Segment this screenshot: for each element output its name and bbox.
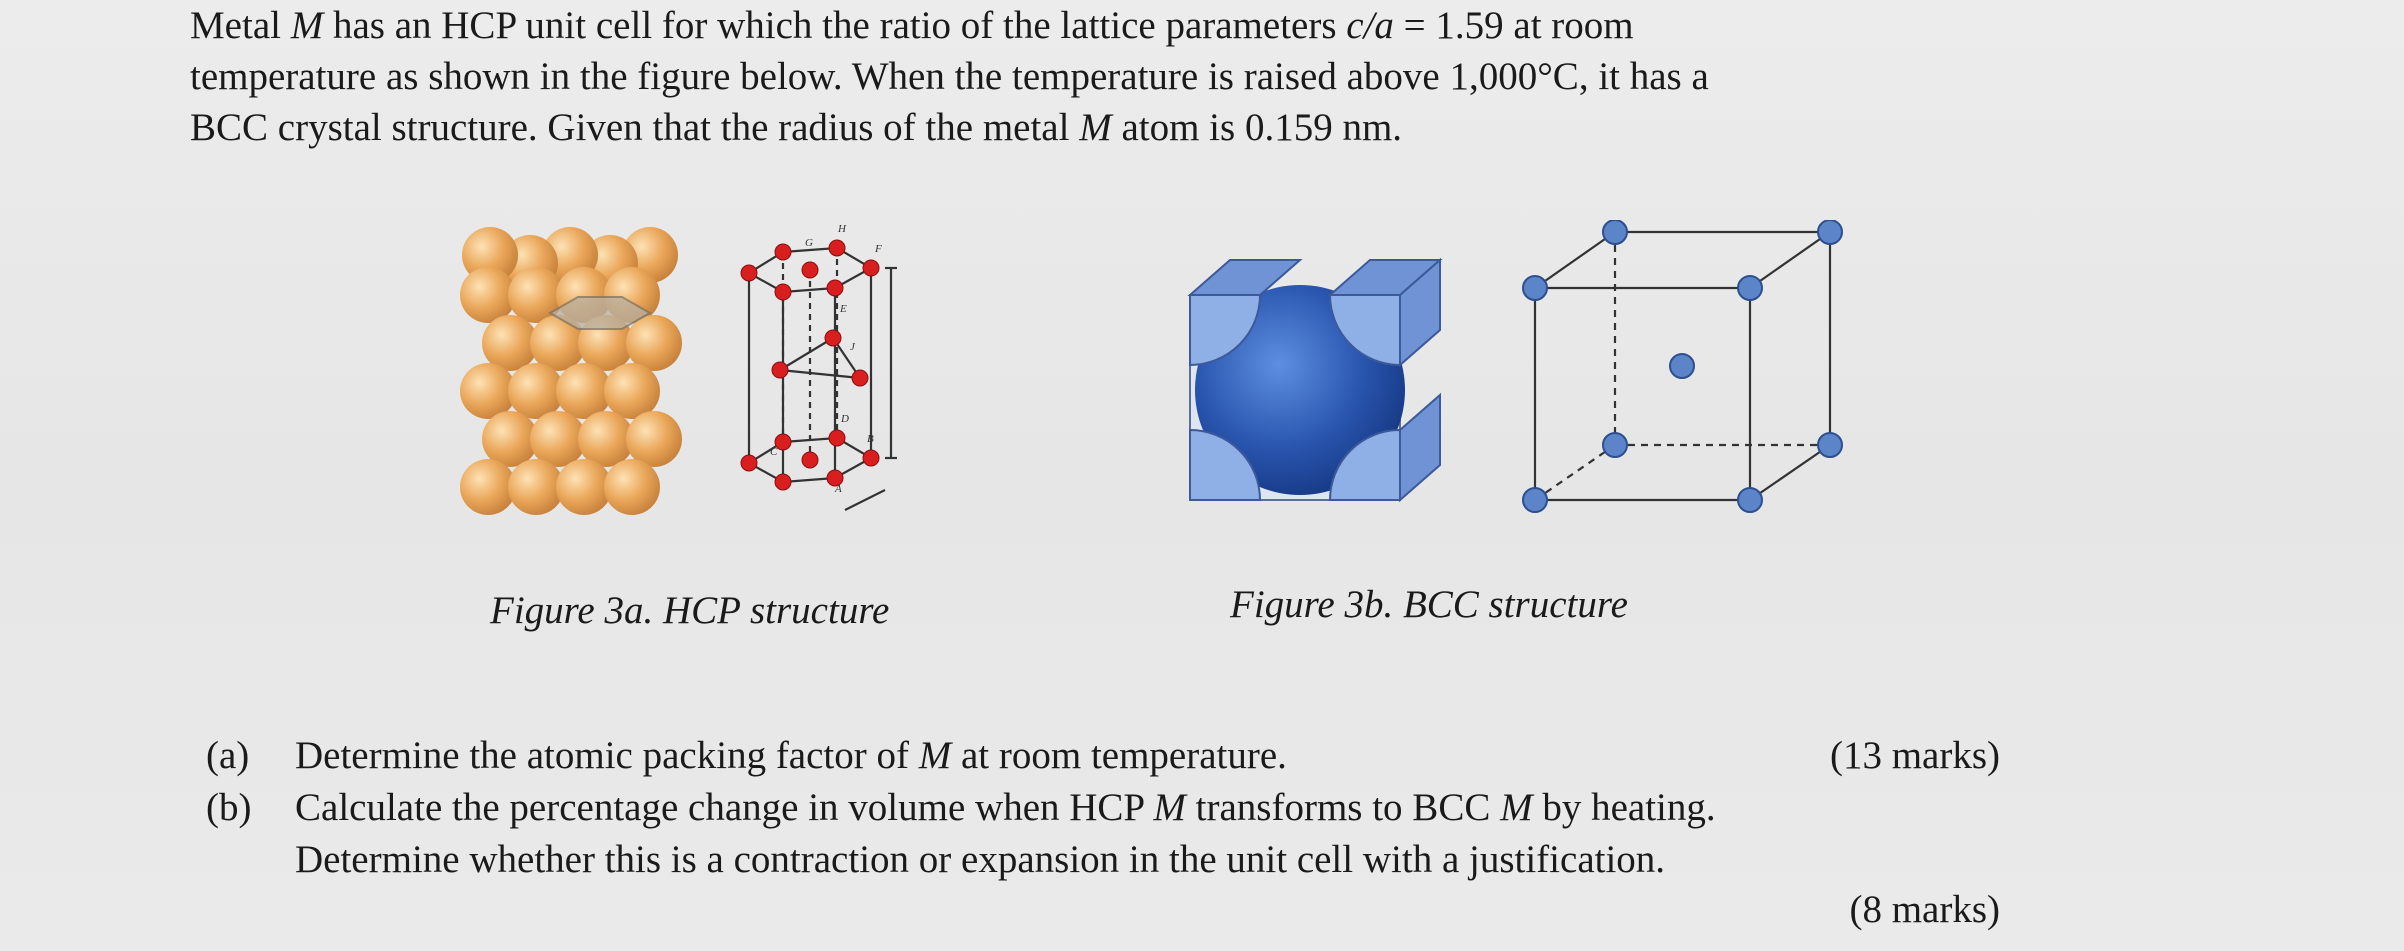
hcp-atom-sphere (626, 411, 682, 467)
question-a-text: Determine the atomic packing factor of M at room temperature. (295, 734, 1287, 777)
hcp-atom-sphere (482, 315, 538, 371)
intro-line-2: temperature as shown in the figure below. When the temperature is raised above 1,000°C, it has a (190, 55, 1709, 98)
hcp-label-j: J (850, 341, 855, 353)
question-a-marks: (13 marks) (1829, 734, 2000, 777)
hcp-atom-sphere (460, 267, 516, 323)
hcp-label-f: F (875, 243, 882, 255)
hcp-atom-sphere (556, 459, 612, 515)
hcp-atom-sphere (556, 363, 612, 419)
question-a-label: (a) (206, 734, 250, 777)
question-b-label: (b) (206, 786, 252, 829)
intro-line-3: BCC crystal structure. Given that the radius of the metal M atom is 0.159 nm. (190, 106, 1403, 149)
figure-3a-caption: Figure 3a. HCP structure (490, 589, 890, 632)
hcp-atom-sphere (460, 459, 516, 515)
hcp-label-b: B (867, 433, 874, 445)
figure-3b-caption: Figure 3b. BCC structure (1230, 583, 1628, 626)
hcp-atom-sphere (482, 411, 538, 467)
bcc-sphere-model (1150, 225, 1460, 515)
hcp-atom-sphere (604, 459, 660, 515)
hcp-atom-sphere (508, 363, 564, 419)
hcp-atom-sphere (460, 363, 516, 419)
intro-paragraph (190, 0, 2000, 153)
hcp-atom-sphere (604, 363, 660, 419)
question-b-text-line-1: Calculate the percentage change in volume when HCP M transforms to BCC M by heating. (295, 786, 1716, 829)
bcc-unit-cell-diagram (1510, 220, 1850, 520)
hcp-label-h: H (838, 223, 846, 235)
hcp-sphere-model (430, 225, 720, 545)
hcp-label-e: E (840, 303, 847, 315)
hcp-atom-sphere (508, 459, 564, 515)
hcp-label-d: D (841, 413, 849, 425)
hcp-label-a: A (835, 483, 842, 495)
hcp-label-c: C (770, 446, 778, 458)
intro-line-1: Metal M has an HCP unit cell for which the ratio of the lattice parameters c/a = 1.59 at room (190, 4, 1634, 47)
hcp-atom-sphere (578, 411, 634, 467)
question-b-marks: (8 marks) (1849, 888, 2000, 931)
hcp-label-g: G (805, 237, 813, 249)
hcp-atom-sphere (626, 315, 682, 371)
hcp-unit-cell-diagram (735, 210, 1025, 530)
hcp-atom-sphere (530, 411, 586, 467)
